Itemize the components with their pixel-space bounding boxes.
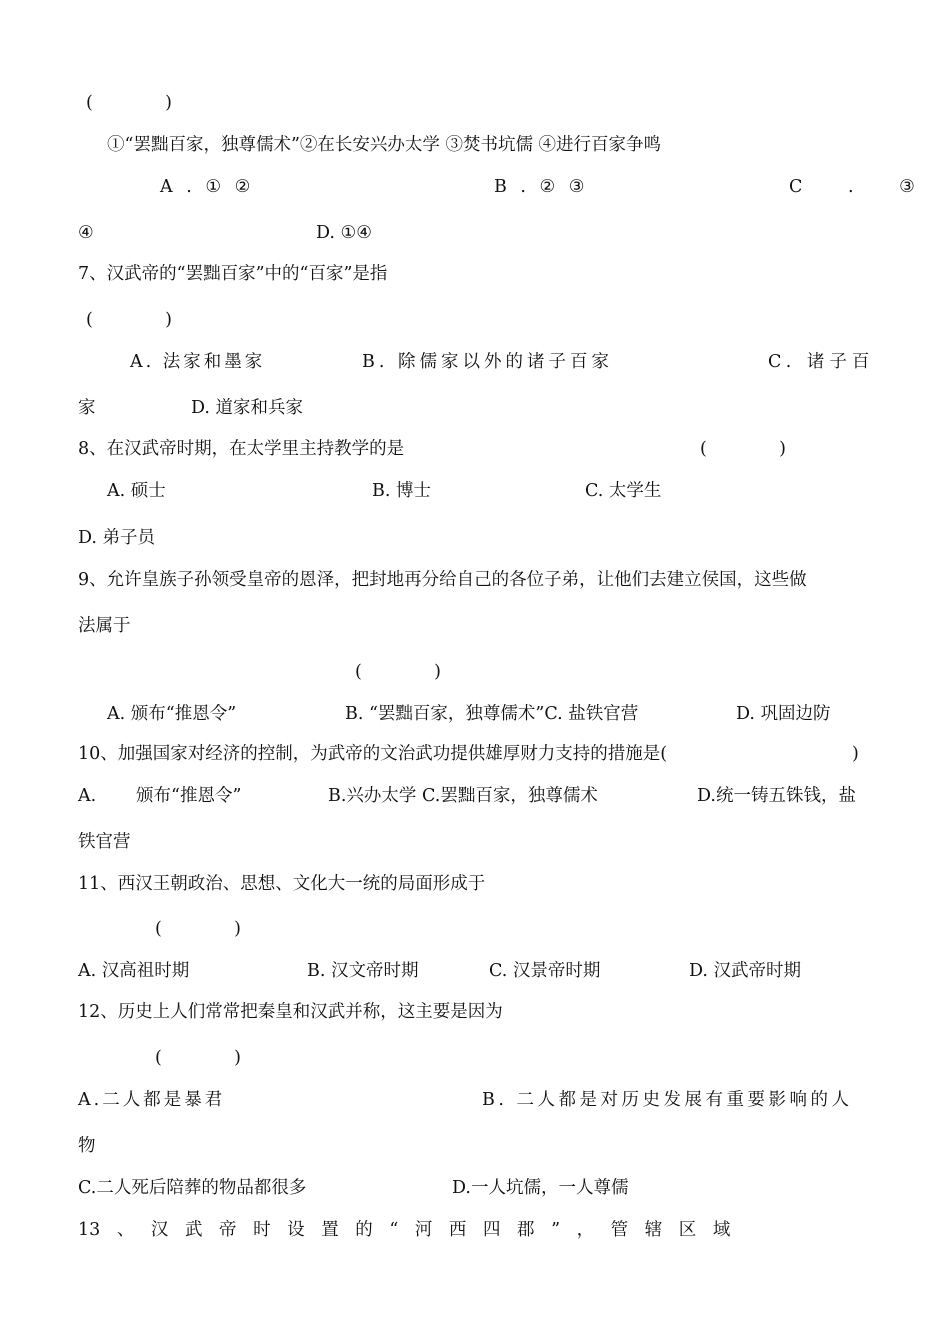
answer-paren: ( ): [86, 310, 172, 330]
question-12-stem: 12、历史上人们常常把秦皇和汉武并称，这主要是因为: [78, 1002, 503, 1022]
option-d: D. 弟子员: [78, 528, 156, 548]
option-c: C. 汉景帝时期: [489, 961, 601, 981]
option-b: B. 除儒家以外的诸子百家: [362, 352, 613, 372]
option-a: A. 硕士: [107, 481, 166, 501]
option-c: C. 诸子百: [768, 352, 875, 372]
option-b: B. 博士: [372, 481, 431, 501]
option-c: C . ③: [789, 177, 915, 197]
option-b-c: B.兴办太学 C.罢黜百家，独尊儒术: [328, 786, 598, 806]
option-d: D. 汉武帝时期: [689, 961, 802, 981]
question-13-stem: 13 、 汉 武 帝 时 设 置 的 “ 河 西 四 郡 ” ， 管 辖 区 域: [78, 1220, 731, 1240]
answer-paren: ( ): [700, 439, 786, 459]
option-b: B . ② ③: [494, 177, 585, 197]
option-d: D. 道家和兵家: [191, 398, 304, 418]
option-d: D. ①④: [316, 223, 372, 243]
option-c: C.二人死后陪葬的物品都很多: [78, 1178, 307, 1198]
option-c-continued: ④: [78, 223, 94, 243]
option-b-c: B. “罢黜百家，独尊儒术”C. 盐铁官营: [345, 704, 639, 724]
option-a: A. 法家和墨家: [130, 352, 266, 372]
question-6-items: ①“罢黜百家，独尊儒术”②在长安兴办太学 ③焚书坑儒 ④进行百家争鸣: [107, 135, 662, 155]
question-8-stem: 8、在汉武帝时期，在太学里主持教学的是: [78, 439, 405, 459]
option-d-continued: 铁官营: [78, 832, 131, 852]
option-a-label: A.: [78, 786, 97, 806]
question-11-stem: 11、西汉王朝政治、思想、文化大一统的局面形成于: [78, 874, 486, 894]
answer-paren-close: ): [852, 744, 859, 764]
answer-paren: ( ): [86, 93, 172, 113]
question-7-stem: 7、汉武帝的“罢黜百家”中的“百家”是指: [78, 264, 388, 284]
option-c: C. 太学生: [585, 481, 662, 501]
option-c-continued: 家: [78, 398, 96, 418]
option-b: B. 二人都是对历史发展有重要影响的人: [482, 1090, 853, 1110]
option-d: D.一人坑儒，一人尊儒: [452, 1178, 629, 1198]
answer-paren: ( ): [155, 1048, 241, 1068]
question-9-stem: 9、允许皇族子孙领受皇帝的恩泽，把封地再分给自己的各位子弟，让他们去建立侯国，这些做: [78, 570, 807, 590]
answer-paren: ( ): [155, 919, 241, 939]
option-a: 颁布“推恩令”: [136, 786, 242, 806]
question-9-stem-continued: 法属于: [78, 616, 131, 636]
option-a: A.二人都是暴君: [78, 1090, 226, 1110]
option-d: D.统一铸五铢钱，盐: [697, 786, 856, 806]
option-a: A. 汉高祖时期: [78, 961, 190, 981]
option-a: A . ① ②: [160, 177, 251, 197]
option-a: A. 颁布“推恩令”: [107, 704, 237, 724]
answer-paren: ( ): [355, 662, 441, 682]
option-d: D. 巩固边防: [736, 704, 831, 724]
option-b-continued: 物: [78, 1136, 96, 1156]
question-10-stem: 10、加强国家对经济的控制，为武帝的文治武功提供雄厚财力支持的措施是(: [78, 744, 668, 764]
option-b: B. 汉文帝时期: [307, 961, 419, 981]
